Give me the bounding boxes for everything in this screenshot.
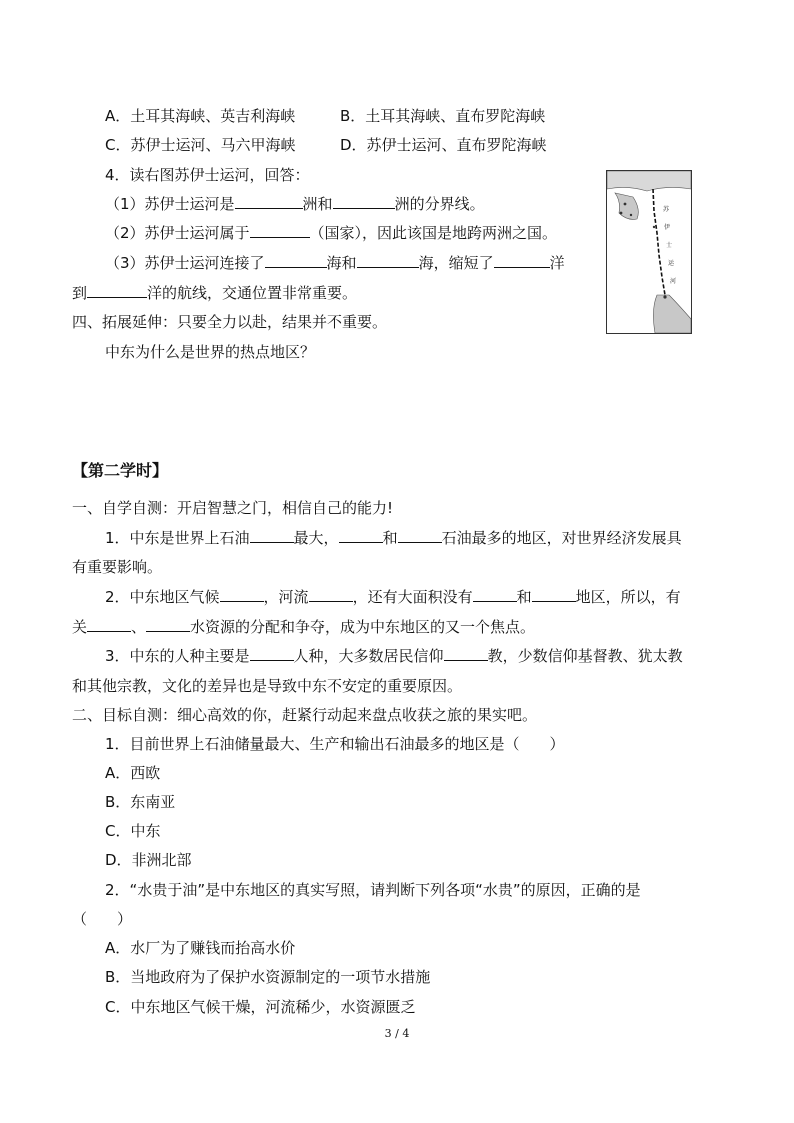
fill-blank: [87, 283, 147, 298]
self-test-q2: 2．中东地区气候 ，河流 ，还有大面积没有 和 地区，所以，有: [105, 588, 681, 606]
fill-blank: [146, 617, 190, 632]
self-test-title: 一、自学自测：开启智慧之门，相信自己的能力!: [72, 499, 394, 517]
question-4-sub1: （1）苏伊士运河是 洲和 洲的分界线。: [105, 195, 485, 213]
fill-blank: [444, 646, 488, 661]
fill-blank: [220, 587, 264, 602]
section-4-title: 四、拓展延伸：只要全力以赴，结果并不重要。: [72, 313, 388, 331]
fill-blank: [250, 646, 294, 661]
target-q1-option-a: A．西欧: [105, 764, 161, 782]
target-test-q1: 1．目前世界上石油储量最大、生产和输出石油最多的地区是（ ）: [105, 735, 565, 753]
fill-blank: [532, 587, 576, 602]
option-b: B．土耳其海峡、直布罗陀海峡: [340, 107, 546, 125]
target-q1-option-d: D．非洲北部: [105, 851, 192, 869]
section-4-question: 中东为什么是世界的热点地区？: [105, 343, 316, 361]
fill-blank: [339, 528, 383, 543]
fill-blank: [309, 587, 353, 602]
fill-blank: [87, 617, 131, 632]
target-test-q2: 2．“水贵于油”是中东地区的真实写照，请判断下列各项“水贵”的原因，正确的是: [105, 881, 641, 899]
fill-blank: [265, 253, 327, 268]
question-4-intro: 4．读右图苏伊士运河，回答：: [105, 166, 310, 184]
target-test-q2-paren: （ ）: [72, 910, 133, 928]
fill-blank: [333, 194, 395, 209]
map-drawing: [607, 171, 691, 333]
self-test-q3-cont: 和其他宗教，文化的差异也是导致中东不安定的重要原因。: [72, 677, 463, 695]
fill-blank: [250, 528, 294, 543]
self-test-q1: 1．中东是世界上石油 最大， 和 石油最多的地区，对世界经济发展具: [105, 529, 682, 547]
target-q2-option-c: C．中东地区气候干燥，河流稀少，水资源匮乏: [105, 998, 416, 1016]
fill-blank: [398, 528, 442, 543]
target-q1-option-b: B．东南亚: [105, 793, 176, 811]
fill-blank: [473, 587, 517, 602]
fill-blank: [250, 223, 310, 238]
option-d: D．苏伊士运河、直布罗陀海峡: [340, 136, 547, 154]
question-4-sub3-cont: 到 洋的航线，交通位置非常重要。: [72, 284, 358, 302]
page-number: 3 / 4: [384, 1027, 410, 1040]
lesson-2-heading: 【第二学时】: [72, 461, 169, 480]
fill-blank: [494, 253, 550, 268]
target-test-title: 二、目标自测：细心高效的你，赶紧行动起来盘点收获之旅的果实吧。: [72, 706, 538, 724]
question-4-sub2: （2）苏伊士运河属于 （国家），因此该国是地跨两洲之国。: [105, 224, 558, 242]
question-4-sub3: （3）苏伊士运河连接了 海和 海，缩短了 洋: [105, 254, 565, 272]
fill-blank: [235, 194, 303, 209]
target-q2-option-b: B．当地政府为了保护水资源制定的一项节水措施: [105, 968, 431, 986]
suez-canal-map: [606, 170, 692, 334]
fill-blank: [357, 253, 419, 268]
target-q1-option-c: C．中东: [105, 822, 161, 840]
option-c: C．苏伊士运河、马六甲海峡: [105, 136, 296, 154]
target-q2-option-a: A．水厂为了赚钱而抬高水价: [105, 939, 296, 957]
option-a: A．土耳其海峡、英吉利海峡: [105, 107, 296, 125]
self-test-q1-cont: 有重要影响。: [72, 558, 163, 576]
self-test-q2-cont: 关 、 水资源的分配和争夺，成为中东地区的又一个焦点。: [72, 618, 536, 636]
map-label: 苏伊士运河: [663, 206, 677, 285]
self-test-q3: 3．中东的人种主要是 人种，大多数居民信仰 教，少数信仰基督教、犹太教: [105, 647, 683, 665]
